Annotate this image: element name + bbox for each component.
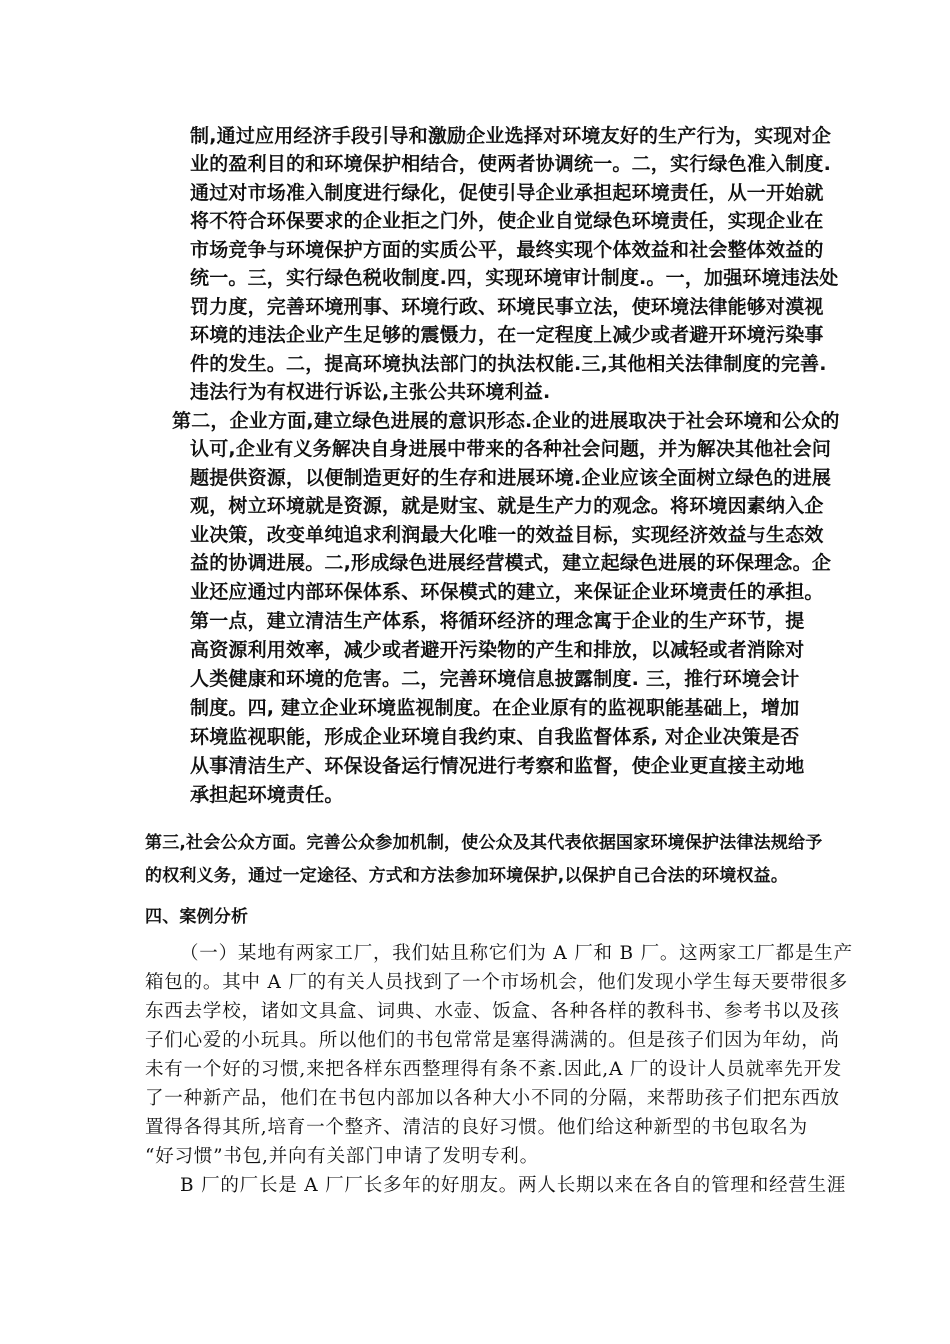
- text-line: 环境的违法企业产生足够的震慑力，在一定程度上减少或者避开环境污染事: [190, 324, 824, 346]
- text-line: 子们心爱的小玩具。所以他们的书包常常是塞得满满的。但是孩子们因为年幼，尚: [145, 1030, 840, 1051]
- text-line: 从事清洁生产、环保设备运行情况进行考察和监督，使企业更直接主动地: [190, 755, 805, 777]
- text-line: “好习惯”书包,并向有关部门申请了发明专利。: [145, 1146, 539, 1167]
- text-line: 箱包的。其中 A 厂的有关人员找到了一个市场机会，他们发现小学生每天要带很多: [145, 972, 849, 993]
- text-line: 认可,企业有义务解决自身进展中带来的各种社会问题，并为解决其他社会问: [190, 438, 832, 460]
- text-line: 将不符合环保要求的企业拒之门外，使企业自觉绿色环境责任，实现企业在: [190, 210, 824, 232]
- text-line: 业的盈利目的和环境保护相结合，使两者协调统一。二，实行绿色准入制度.: [190, 153, 832, 175]
- text-line: B 厂的厂长是 A 厂厂长多年的好朋友。两人长期以来在各自的管理和经营生涯: [180, 1175, 847, 1196]
- text-line: 罚力度，完善环境刑事、环境行政、环境民事立法，使环境法律能够对漠视: [190, 296, 824, 318]
- text-line: （一）某地有两家工厂，我们姑且称它们为 A 厂和 B 厂。这两家工厂都是生产: [180, 943, 853, 964]
- text-line: 市场竞争与环境保护方面的实质公平，最终实现个体效益和社会整体效益的: [190, 239, 824, 261]
- text-line: 通过对市场准入制度进行绿化，促使引导企业承担起环境责任，从一开始就: [190, 182, 824, 204]
- text-line: 题提供资源，以便制造更好的生存和进展环境.企业应该全面树立绿色的进展: [190, 467, 832, 489]
- text-line: 承担起环境责任。: [190, 784, 344, 806]
- text-line: 了一种新产品，他们在书包内部加以各种大小不同的分隔，来帮助孩子们把东西放: [145, 1088, 840, 1109]
- text-line: 业决策，改变单纯追求利润最大化唯一的效益目标，实现经济效益与生态效: [190, 524, 824, 546]
- text-line: 观，树立环境就是资源，就是财宝、就是生产力的观念。将环境因素纳入企: [190, 495, 824, 517]
- text-line: 第三,社会公众方面。完善公众参加机制，使公众及其代表依据国家环境保护法律法规给予: [145, 833, 823, 853]
- text-line: 未有一个好的习惯,来把各样东西整理得有条不紊.因此,A 厂的设计人员就率先开发: [145, 1059, 843, 1080]
- text-line: 制,通过应用经济手段引导和激励企业选择对环境友好的生产行为，实现对企: [190, 125, 832, 147]
- text-line: 第一点，建立清洁生产体系，将循环经济的理念寓于企业的生产环节，提: [190, 610, 805, 632]
- section-heading: 四、案例分析: [145, 907, 249, 927]
- text-line: 业还应通过内部环保体系、环保模式的建立，来保证企业环境责任的承担。: [190, 581, 824, 603]
- text-line: 统一。三，实行绿色税收制度.四，实现环境审计制度.。一，加强环境违法处: [190, 267, 839, 289]
- text-line: 环境监视职能，形成企业环境自我约束、自我监督体系, 对企业决策是否: [190, 726, 800, 748]
- text-line: 高资源利用效率，减少或者避开污染物的产生和排放，以减轻或者消除对: [190, 639, 805, 661]
- text-line: 第二，企业方面,建立绿色进展的意识形态.企业的进展取决于社会环境和公众的: [172, 410, 840, 432]
- text-line: 件的发生。二，提高环境执法部门的执法权能.三,其他相关法律制度的完善.: [190, 353, 827, 375]
- text-line: 制度。四, 建立企业环境监视制度。在企业原有的监视职能基础上，增加: [190, 697, 800, 719]
- text-line: 益的协调进展。二,形成绿色进展经营模式，建立起绿色进展的环保理念。企: [190, 552, 832, 574]
- text-line: 的权利义务，通过一定途径、方式和方法参加环境保护,以保护自己合法的环境权益。: [145, 866, 789, 886]
- text-line: 违法行为有权进行诉讼,主张公共环境利益.: [190, 381, 551, 403]
- text-line: 人类健康和环境的危害。二，完善环境信息披露制度. 三，推行环境会计: [190, 668, 800, 690]
- text-line: 东西去学校，诸如文具盒、词典、水壶、饭盒、各种各样的教科书、参考书以及孩: [145, 1001, 840, 1022]
- text-line: 置得各得其所,培育一个整齐、清洁的良好习惯。他们给这种新型的书包取名为: [145, 1117, 808, 1138]
